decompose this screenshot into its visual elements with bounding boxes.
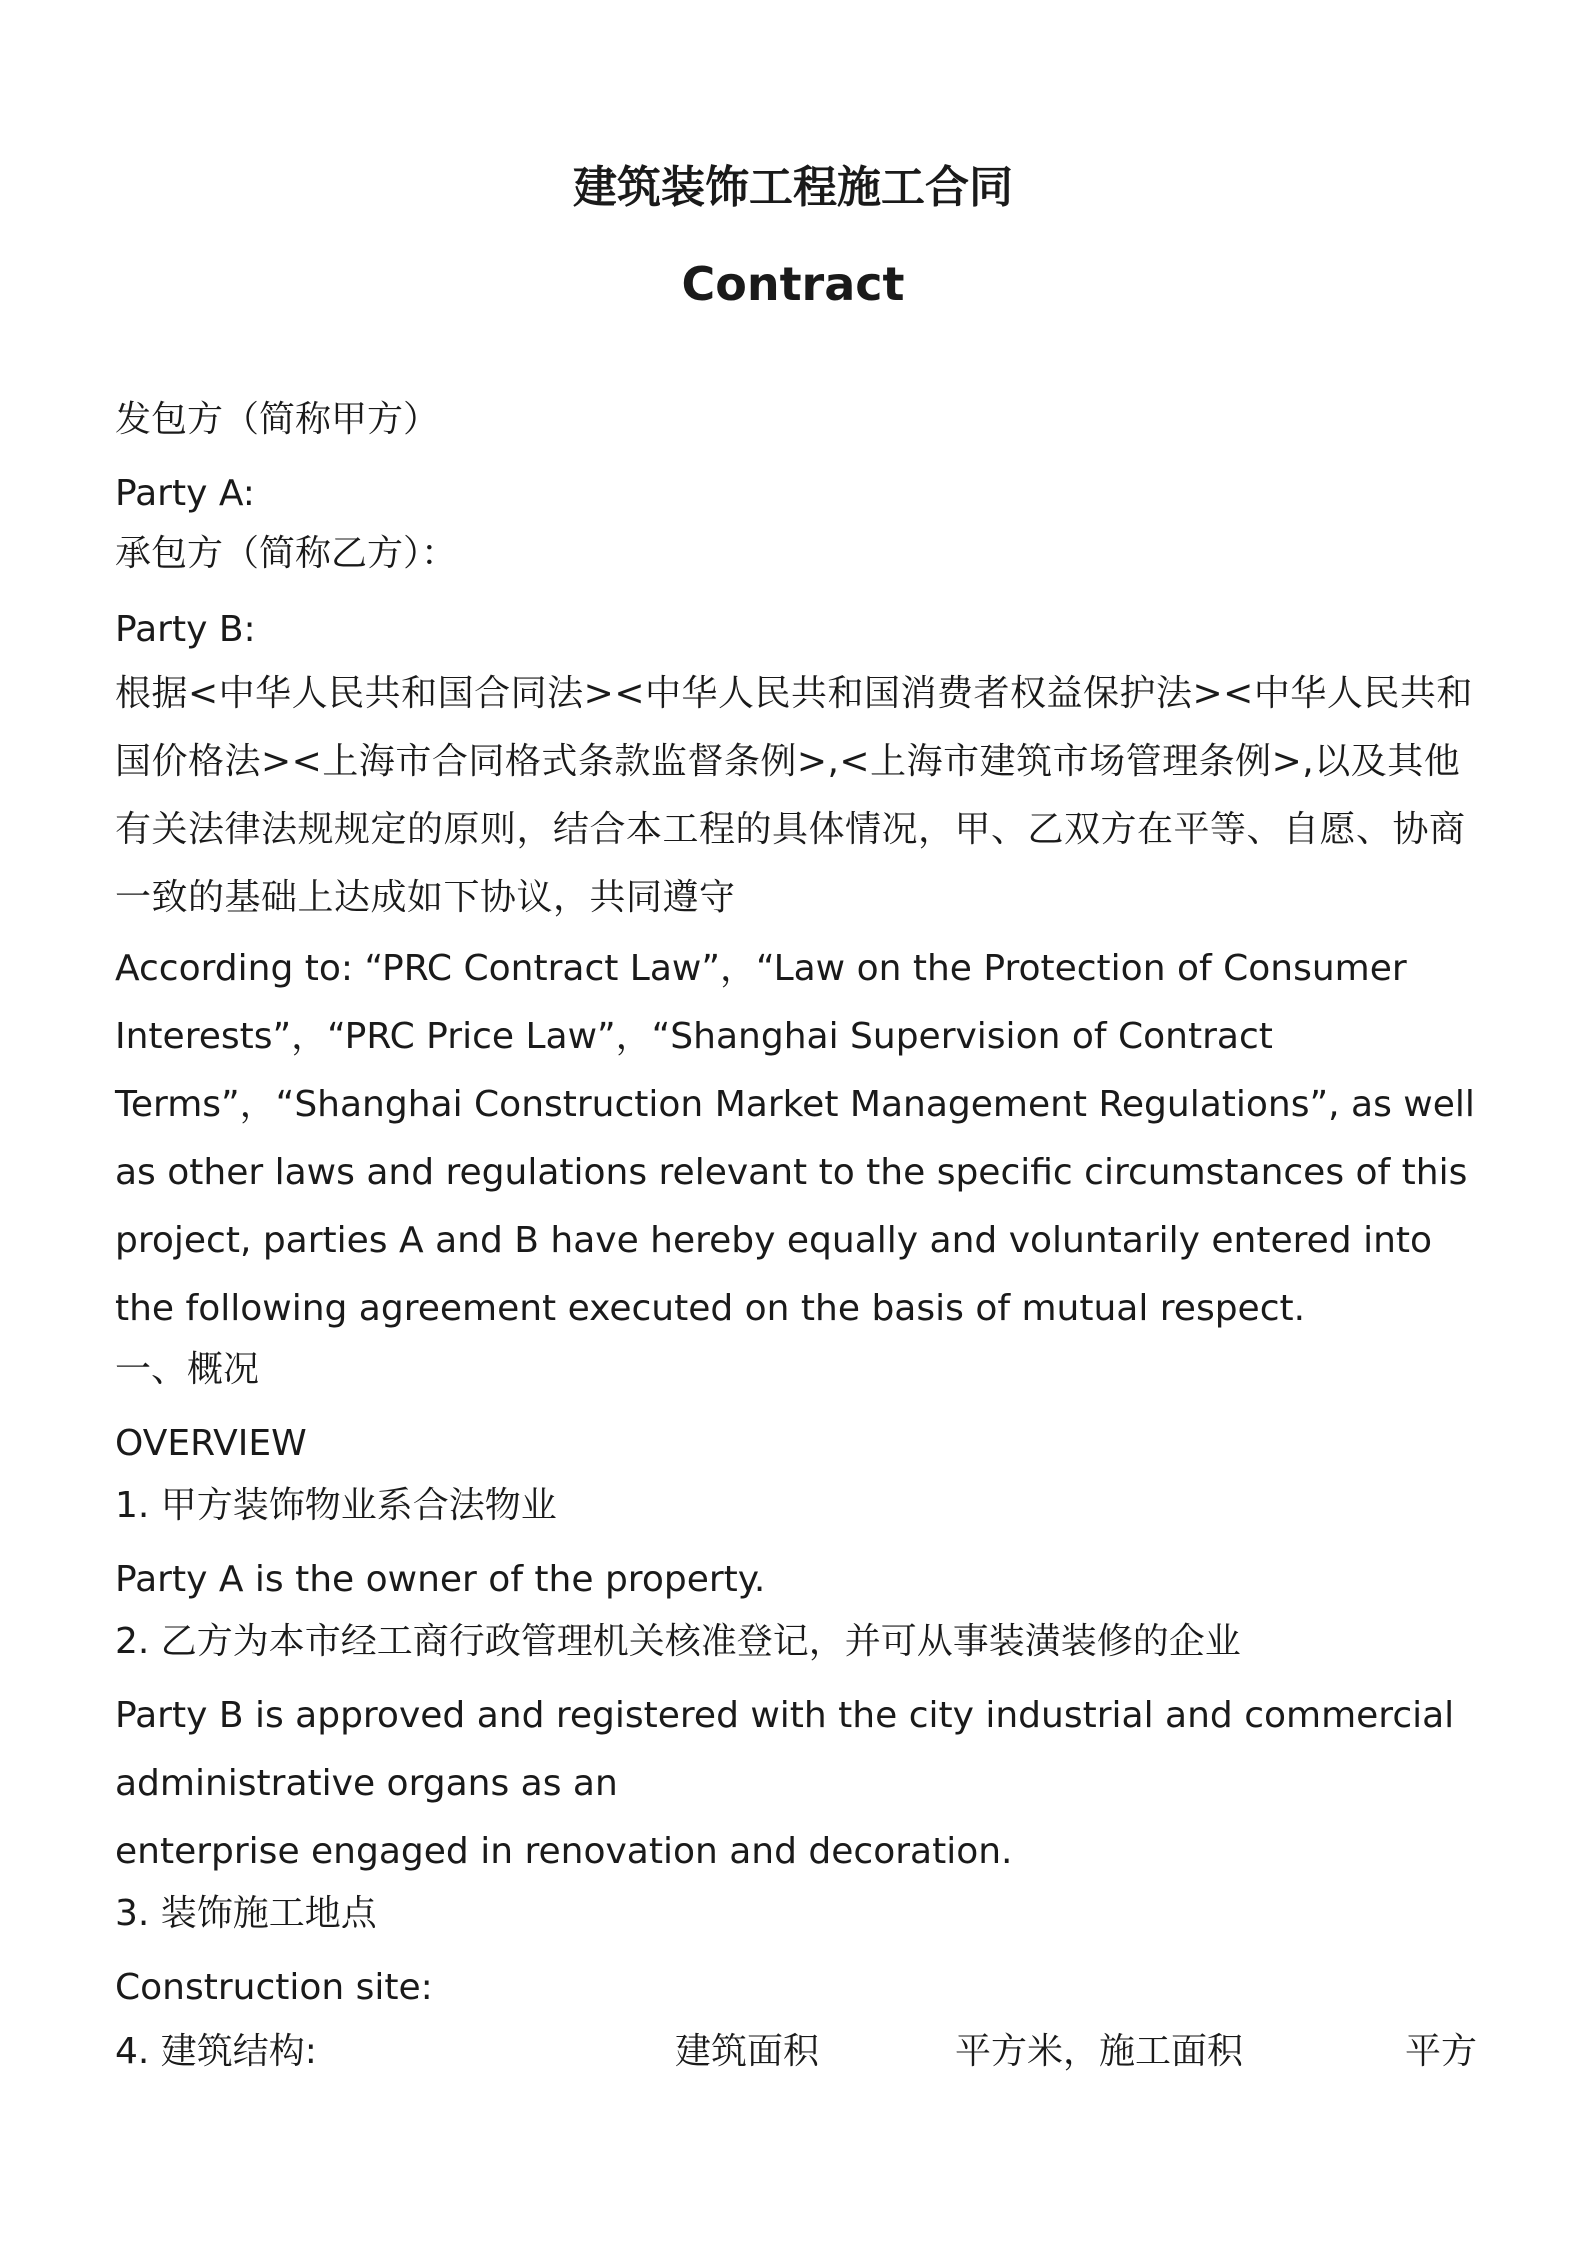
section-overview-english: OVERVIEW [115,1423,307,1464]
preamble-chinese: 根据<中华人民共和国合同法><中华人民共和国消费者权益保护法><中华人民共和国价格法><上海市合同格式条款监督条例>,<上海市建筑市场管理条例>,以及其他有关法律法规规定的原则，结合本工程的具体情况，甲、乙双方在平等、自愿、协商一致的基础上达成如下协议，共同遵守 [115,673,1473,918]
item-4-unit-and-label: 平方米，施工面积 [955,2031,1244,2072]
party-b-english: Party B: [115,609,256,650]
item-1-english: Party A is the owner of the property. [115,1559,766,1600]
contract-title-chinese: 建筑装饰工程施工合同 [573,162,1013,213]
item-3-english: Construction site: [115,1967,433,2008]
item-2-english-line-2: administrative organs as an [115,1763,618,1804]
item-2-chinese: 2. 乙方为本市经工商行政管理机关核准登记，并可从事装潢装修的企业 [115,1621,1241,1662]
item-4-row [115,2022,1495,2082]
item-4-area-label: 建筑面积 [675,2031,820,2072]
section-overview-chinese: 一、概况 [115,1349,260,1390]
party-b-chinese: 承包方（简称乙方）： [115,533,458,574]
party-a-chinese: 发包方（简称甲方） [115,399,440,440]
item-2-english-line-1: Party B is approved and registered with the city industrial and commercial [115,1695,1455,1736]
party-a-english: Party A: [115,473,255,514]
item-4-label: 4. 建筑结构: [115,2031,317,2072]
item-1-chinese: 1. 甲方装饰物业系合法物业 [115,1485,557,1526]
item-3-chinese: 3. 装饰施工地点 [115,1893,377,1934]
preamble-english: According to: “PRC Contract Law”，“Law on the Protection of Consumer Interests”，“PRC Price Law”，“Shanghai Supervision of Contract Terms”，“Shanghai Construction Market Management Regulations”, as well as other laws and regulations relevant to the specific circumstances of this project, parties A and B have hereby equally and voluntarily entered into the following agreement executed on the basis of mutual respect. [115,948,1475,1329]
contract-title-english: Contract [681,257,905,311]
item-4-unit-tail: 平方 [1405,2031,1478,2072]
item-2-english-line-3: enterprise engaged in renovation and decoration. [115,1831,1013,1872]
